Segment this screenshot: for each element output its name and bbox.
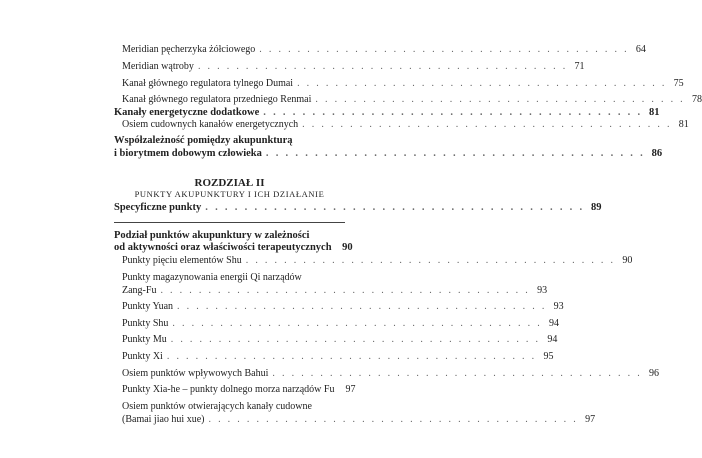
toc-entry: [122, 44, 646, 56]
dot-leader: . . . . . . . . . . . . . . . . . . . . . . . . . . . . . . . . . . . . . . .: [177, 301, 547, 312]
toc-entry-title: Meridian pęcherzyka żółciowego: [122, 44, 256, 55]
dot-leader: . . . . . . . . . . . . . . . . . . . . . . . . . . . . . . . . . . . . . . .: [197, 61, 568, 72]
dot-leader: . . . . . . . . . . . . . . . . . . . . . . . . . . . . . . . . . . . . . . .: [245, 255, 616, 266]
toc-page-number: 90: [342, 242, 353, 253]
toc-entry: [122, 368, 659, 380]
toc-entry-title: Punkty Xia-he – punkty dolnego morza narządów Fu: [122, 384, 335, 395]
toc-entry-title: Punkty pięciu elementów Shu: [122, 255, 242, 266]
toc-page-number: 96: [649, 368, 659, 379]
toc-entry-title: Meridian wątroby: [122, 61, 194, 72]
toc-page-number: 95: [543, 351, 554, 362]
toc-section-entry: [114, 148, 663, 160]
toc-page-number: 81: [678, 119, 689, 130]
toc-entry: [122, 414, 596, 426]
toc-entry: [122, 94, 702, 106]
toc-entry-title: od aktywności oraz właściwości terapeutycznych: [114, 242, 332, 253]
dot-leader: . . . . . . . . . . . . . . . . . . . . . . . . . . . . . . . . . . . . . . .: [272, 368, 642, 379]
toc-entry: [122, 384, 356, 396]
dot-leader: . . . . . . . . . . . . . . . . . . . . . . . . . . . . . . . . . . . . . . .: [315, 94, 685, 105]
chapter-title: ROZDZIAŁ II: [194, 177, 265, 189]
dot-leader: . . . . . . . . . . . . . . . . . . . . . . . . . . . . . . . . . . . . . . .: [172, 318, 543, 329]
dot-leader: . . . . . . . . . . . . . . . . . . . . . . . . . . . . . . . . . . . . . . .: [160, 285, 531, 296]
toc-page-number: 94: [549, 318, 560, 329]
toc-section-entry: [114, 202, 602, 214]
toc-entry-title: Specyficzne punkty: [114, 202, 202, 213]
dot-leader: . . . . . . . . . . . . . . . . . . . . . . . . . . . . . . . . . . . . . . .: [259, 44, 629, 55]
toc-entry-title: Zang-Fu: [122, 285, 157, 296]
toc-entry: [122, 285, 548, 297]
toc-page-number: 75: [673, 78, 684, 89]
toc-entry: [122, 301, 564, 313]
toc-entry-title: Osiem punktów wpływowych Bahui: [122, 368, 269, 379]
toc-entry-title: Punkty Yuan: [122, 301, 174, 312]
toc-entry: [122, 318, 560, 330]
toc-page-number: 94: [547, 334, 558, 345]
toc-entry-title: Kanały energetyczne dodatkowe: [114, 107, 260, 118]
toc-entry-title-line1: Punkty magazynowania energii Qi narządów: [122, 272, 302, 283]
toc-entry: [122, 119, 689, 131]
toc-page-number: 71: [574, 61, 585, 72]
toc-entry-title-line1: Podział punktów akupunktury w zależności: [114, 230, 310, 241]
toc-entry-title: (Bamai jiao hui xue): [122, 414, 205, 425]
toc-entry: [122, 61, 585, 73]
toc-entry: [122, 351, 554, 363]
toc-entry-title: i biorytmem dobowym człowieka: [114, 148, 262, 159]
toc-entry: [122, 255, 633, 267]
dot-leader: . . . . . . . . . . . . . . . . . . . . . . . . . . . . . . . . . . . . . . .: [302, 119, 672, 130]
dot-leader: . . . . . . . . . . . . . . . . . . . . . . . . . . . . . . . . . . . . . . .: [205, 202, 585, 213]
toc-entry-title: Kanał głównego regulatora tylnego Dumai: [122, 78, 294, 89]
dot-leader: . . . . . . . . . . . . . . . . . . . . . . . . . . . . . . . . . . . . . . .: [265, 148, 646, 159]
toc-page-number: 81: [648, 107, 660, 118]
toc-page-number: 89: [590, 202, 602, 213]
toc-page-number: 78: [691, 94, 702, 105]
dot-leader: . . . . . . . . . . . . . . . . . . . . . . . . . . . . . . . . . . . . . . .: [297, 78, 667, 89]
toc-page-number: 90: [622, 255, 633, 266]
toc-entry: [122, 78, 684, 90]
toc-page-number: 97: [585, 414, 596, 425]
toc-entry-title: Osiem cudownych kanałów energetycznych: [122, 119, 299, 130]
section-divider: [114, 222, 345, 223]
dot-leader: . . . . . . . . . . . . . . . . . . . . . . . . . . . . . . . . . . . . . . .: [170, 334, 541, 345]
toc-entry-title-line1: Osiem punktów otwierających kanały cudowne: [122, 401, 312, 412]
toc-entry-title: Punkty Shu: [122, 318, 169, 329]
toc-page-number: 93: [553, 301, 564, 312]
toc-section-entry: [114, 107, 660, 119]
toc-entry: [122, 334, 558, 346]
toc-section-entry: [114, 242, 353, 254]
chapter-subtitle: PUNKTY AKUPUNKTURY I ICH DZIAŁANIE: [134, 189, 325, 199]
dot-leader: . . . . . . . . . . . . . . . . . . . . . . . . . . . . . . . . . . . . . . .: [263, 107, 643, 118]
toc-entry-title: Punkty Mu: [122, 334, 167, 345]
toc-entry-title: Kanał głównego regulatora przedniego Renmai: [122, 94, 312, 105]
toc-entry-title: Punkty Xi: [122, 351, 163, 362]
dot-leader: . . . . . . . . . . . . . . . . . . . . . . . . . . . . . . . . . . . . . . .: [166, 351, 537, 362]
toc-entry-title-line1: Współzależność pomiędzy akupunkturą: [114, 135, 293, 146]
toc-page-number: 93: [537, 285, 548, 296]
dot-leader: . . . . . . . . . . . . . . . . . . . . . . . . . . . . . . . . . . . . . . .: [208, 414, 579, 425]
toc-page-number: 86: [651, 148, 663, 159]
toc-page-number: 64: [635, 44, 646, 55]
toc-page-number: 97: [345, 384, 356, 395]
